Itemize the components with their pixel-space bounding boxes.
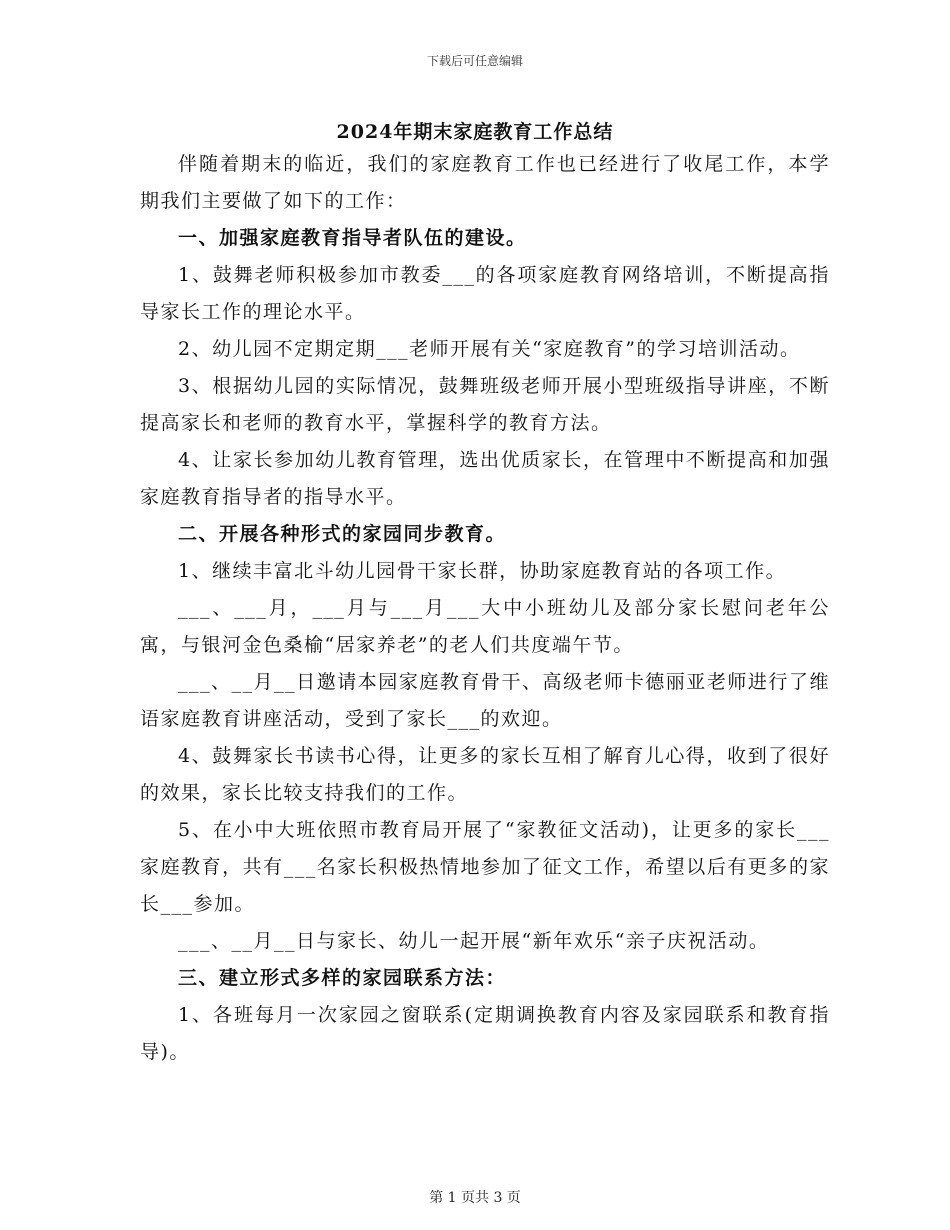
page-number: 第 1 页共 3 页: [429, 1190, 521, 1206]
section-heading-1: 一、加强家庭教育指导者队伍的建设。: [178, 227, 527, 249]
paragraph: 1、继续丰富北斗幼儿园骨干家长群，协助家庭教育站的各项工作。: [178, 560, 787, 582]
paragraph: ___、__月__日邀请本园家庭教育骨干、高级老师卡德丽亚老师进行了维语家庭教育讲座活动，受到了家长___的欢迎。: [140, 671, 830, 730]
document-title: 2024年期末家庭教育工作总结: [336, 121, 614, 143]
paragraph: 4、让家长参加幼儿教育管理，选出优质家长，在管理中不断提高和加强家庭教育指导者的指导水平。: [140, 449, 830, 508]
paragraph: 2、幼儿园不定期定期___老师开展有关“家庭教育”的学习培训活动。: [178, 338, 801, 360]
download-note: 下载后可任意编辑: [426, 54, 523, 68]
paragraph: ___、___月，___月与___月___大中小班幼儿及部分家长慰问老年公寓，与银河金色桑榆“居家养老”的老人们共度端午节。: [140, 597, 830, 656]
paragraph: 3、根据幼儿园的实际情况，鼓舞班级老师开展小型班级指导讲座，不断提高家长和老师的教育水平，掌握科学的教育方法。: [140, 375, 830, 434]
paragraph: ___、__月__日与家长、幼儿一起开展“新年欢乐“亲子庆祝活动。: [178, 930, 770, 952]
paragraph: 1、鼓舞老师积极参加市教委___的各项家庭教育网络培训，不断提高指导家长工作的理论水平。: [140, 264, 830, 323]
section-heading-3: 三、建立形式多样的家园联系方法：: [178, 967, 507, 989]
paragraph: 5、在小中大班依照市教育局开展了“家教征文活动)，让更多的家长___家庭教育，共有___名家长积极热情地参加了征文工作，希望以后有更多的家长___参加。: [140, 819, 830, 915]
paragraph: 4、鼓舞家长书读书心得，让更多的家长互相了解育儿心得，收到了很好的效果，家长比较支持我们的工作。: [140, 745, 830, 804]
document-body: [140, 146, 830, 1071]
intro-paragraph: 伴随着期末的临近，我们的家庭教育工作也已经进行了收尾工作，本学期我们主要做了如下的工作：: [140, 153, 830, 212]
section-heading-2: 二、开展各种形式的家园同步教育。: [178, 523, 507, 545]
paragraph: 1、各班每月一次家园之窗联系(定期调换教育内容及家园联系和教育指导)。: [140, 1004, 830, 1063]
